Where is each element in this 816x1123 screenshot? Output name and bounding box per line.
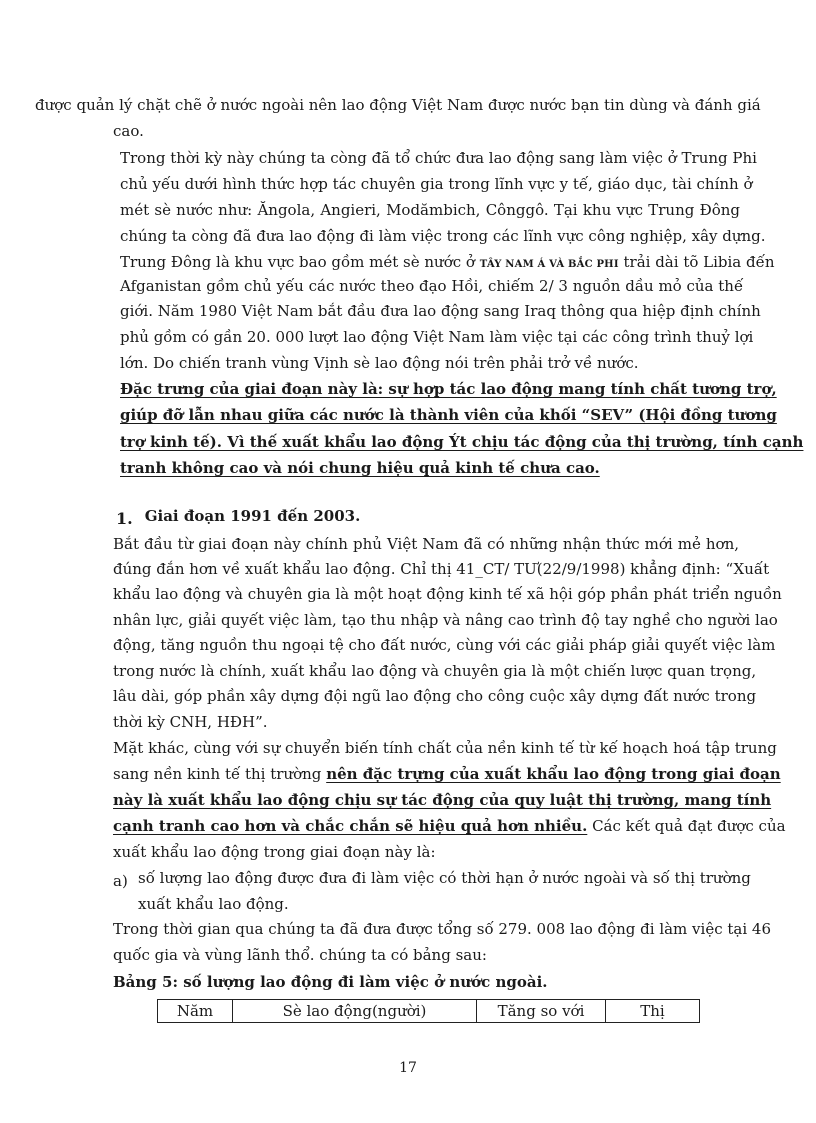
para1-line-5-end: trải dài tõ Libia đến (623, 253, 775, 271)
item-a-marker: a) (113, 872, 128, 890)
para3-line-2 (113, 764, 781, 784)
intro-line-2: cao. (113, 122, 144, 140)
para2-line-6: trong nước là chính, xuất khẩu lao động và chuyên gia là một chiến lược quan trọng, (113, 662, 757, 680)
summary-line-1: Đặc trưng của giai đoạn này là: sự hợp tác lao động mang tính chất tương trợ, (120, 380, 777, 398)
para3-line-4 (113, 816, 786, 836)
para1-line-9: lớn. Do chiến tranh vùng Vịnh sè lao động nói trên phải trở về nước. (120, 354, 639, 372)
para1-line-8: phủ gồm có gần 20. 000 lượt lao động Việt Nam làm việc tại các công trình thuỷ lợi (120, 328, 754, 346)
page-number: 17 (399, 1060, 417, 1076)
para1-line-4: chúng ta còng đã đưa lao động đi làm việc trong các lĩnh vực công nghiệp, xây dựng. (120, 227, 766, 245)
para2-line-7: lâu dài, góp phần xây dựng đội ngũ lao động cho công cuộc xây dựng đất nước trong (113, 687, 757, 705)
para2-line-1: Bắt đầu từ giai đoạn này chính phủ Việt Nam đã có những nhận thức mới mẻ hơn, (113, 535, 739, 553)
table-header-row (158, 1000, 700, 1023)
summary-line-3: trợ kinh tế). Vì thế xuất khẩu lao động Ýt chịu tác động của thị trường, tính cạnh (120, 433, 804, 451)
para2-line-2: đúng đắn hơn về xuất khẩu lao động. Chỉ thị 41_CT/ TƯ(22/9/1998) khẳng định: “Xuất (113, 560, 770, 578)
summary-line-4: tranh không cao và nói chung hiệu quả kinh tế chưa cao. (120, 459, 600, 477)
section-heading (116, 506, 360, 526)
para1-line-1: Trong thời kỳ này chúng ta còng đã tổ chức đưa lao động sang làm việc ở Trung Phi (120, 149, 757, 167)
para2-line-4: nhân lực, giải quyết việc làm, tạo thu nhập và nâng cao trình độ tay nghề cho người lao (113, 611, 778, 629)
para3-line-5: xuất khẩu lao động trong giai đoạn này là: (113, 843, 436, 861)
para1-line-5-start: Trung Đông là khu vực bao gồm mét sè nước ở (120, 253, 475, 271)
section-title: Giai đoạn 1991 đến 2003. (144, 507, 361, 525)
table-header-market: Thị (606, 1000, 700, 1023)
para3-line-3: này là xuất khẩu lao động chịu sự tác động của quy luật thị trường, mang tính (113, 791, 772, 809)
summary-line-2: giúp đỡ lẫn nhau giữa các nước là thành viên của khối “SEV” (Hội đồng tương (120, 406, 777, 424)
intro-line-1: được quản lý chặt chẽ ở nước ngoài nên lao động Việt Nam được nước bạn tin dùng và đánh giá (35, 96, 761, 114)
item-a-line-2: xuất khẩu lao động. (138, 895, 289, 913)
para2-line-5: động, tăng nguồn thu ngoại tệ cho đất nước, cùng với các giải pháp giải quyết việc làm (113, 636, 776, 654)
region-name: TÂY NAM Á VÀ BẮC PHI (479, 259, 619, 270)
table-caption: Bảng 5: số lượng lao động đi làm việc ở nước ngoài. (113, 973, 548, 991)
para4-line-2: quốc gia và vùng lãnh thổ. chúng ta có bảng sau: (113, 946, 487, 964)
para3-emphasis-2: cạnh tranh cao hơn và chắc chắn sẽ hiệu quả hơn nhiều. (113, 817, 588, 835)
para3-line-4-end: Các kết quả đạt được của (592, 817, 786, 835)
item-a-line-1: số lượng lao động được đưa đi làm việc có thời hạn ở nước ngoài và số thị trường (138, 869, 751, 887)
para3-line-2-start: sang nền kinh tế thị trường (113, 765, 322, 783)
table-header-increase: Tăng so với (477, 1000, 606, 1023)
para1-line-5 (120, 252, 775, 275)
para3-line-1: Mặt khác, cùng với sự chuyển biến tính chất của nền kinh tế từ kế hoạch hoá tập trung (113, 739, 777, 757)
para1-line-3: mét sè nước như: Ăngola, Angieri, Modămbich, Cônggô. Tại khu vực Trung Đông (120, 201, 740, 219)
para1-line-6: Afganistan gồm chủ yếu các nước theo đạo Hồi, chiếm 2/ 3 nguồn dầu mỏ của thế (120, 277, 744, 295)
para4-line-1: Trong thời gian qua chúng ta đã đưa được tổng số 279. 008 lao động đi làm việc tại 46 (113, 920, 771, 938)
labor-table (157, 999, 700, 1023)
table-header-year: Năm (158, 1000, 233, 1023)
section-number: 1. (116, 509, 133, 528)
para3-emphasis-1: nên đặc trựng của xuất khẩu lao động trong giai đoạn (326, 765, 781, 783)
para2-line-8: thời kỳ CNH, HĐH”. (113, 713, 268, 731)
para2-line-3: khẩu lao động và chuyên gia là một hoạt động kinh tế xã hội góp phần phát triển nguồn (113, 585, 782, 603)
table-header-workers: Sè lao động(người) (233, 1000, 477, 1023)
para1-line-2: chủ yếu dưới hình thức hợp tác chuyên gia trong lĩnh vực y tế, giáo dục, tài chính ở (120, 175, 753, 193)
para1-line-7: giới. Năm 1980 Việt Nam bắt đầu đưa lao động sang Iraq thông qua hiệp định chính (120, 302, 761, 320)
